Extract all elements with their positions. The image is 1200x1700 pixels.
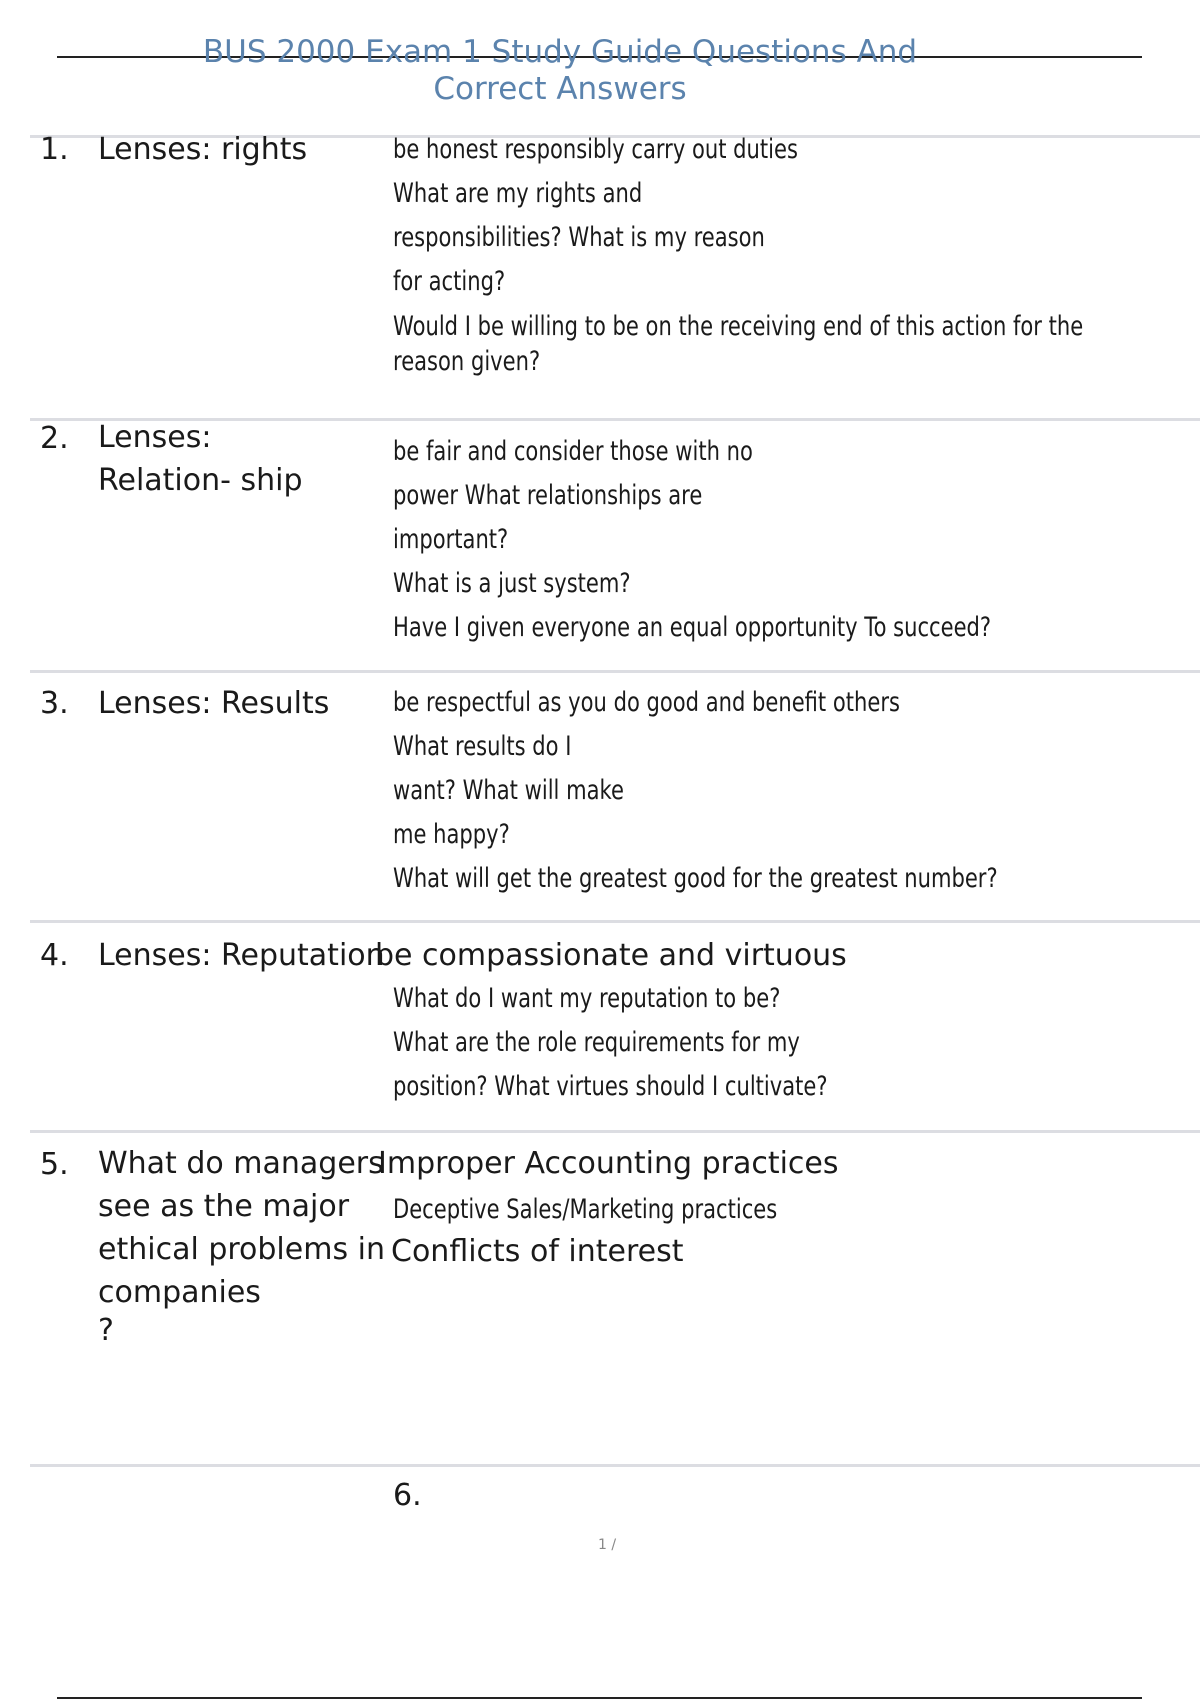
answer-line: be honest responsibly carry out duties bbox=[393, 134, 798, 165]
answer-line: position? What virtues should I cultivate? bbox=[393, 1071, 828, 1102]
row-number: 6. bbox=[393, 1478, 422, 1513]
row-term-line: companies bbox=[98, 1275, 261, 1310]
answer-line: important? bbox=[393, 524, 509, 555]
row-term-line: Lenses: bbox=[98, 420, 212, 455]
answer-line: What are my rights and bbox=[393, 178, 643, 209]
row-term-line: Relation- ship bbox=[98, 463, 303, 498]
row-number: 1. bbox=[40, 132, 69, 167]
answer-line: What is a just system? bbox=[393, 568, 631, 599]
row-answer-block bbox=[393, 435, 991, 655]
row-number: 2. bbox=[40, 421, 69, 456]
row-term bbox=[98, 1142, 385, 1348]
row-term bbox=[98, 416, 303, 502]
answer-line: power What relationships are bbox=[393, 480, 703, 511]
answer-line: responsibilities? What is my reason bbox=[393, 222, 765, 253]
row-term-line: ethical problems in bbox=[98, 1232, 385, 1267]
title-line-1: BUS 2000 Exam 1 Study Guide Questions And bbox=[202, 34, 918, 70]
row-term: Lenses: Results bbox=[98, 686, 330, 721]
row-divider bbox=[30, 1464, 1200, 1467]
row-answer-block bbox=[393, 982, 828, 1114]
row-divider bbox=[30, 670, 1200, 673]
answer-line: What will get the greatest good for the greatest number? bbox=[393, 863, 998, 894]
bottom-rule bbox=[57, 1697, 1142, 1699]
answer-line: be respectful as you do good and benefit others bbox=[393, 687, 900, 718]
row-divider bbox=[30, 920, 1200, 923]
page-number: 1 / bbox=[598, 1537, 617, 1553]
answer-line: Have I given everyone an equal opportunity To succeed? bbox=[393, 612, 992, 643]
answer-line: want? What will make bbox=[393, 775, 624, 806]
row-number: 5. bbox=[40, 1147, 69, 1182]
row-number: 4. bbox=[40, 938, 69, 973]
row-term: Lenses: rights bbox=[98, 132, 308, 167]
answer-line: What results do I bbox=[393, 731, 572, 762]
answer-line: for acting? bbox=[393, 266, 506, 297]
title-line-2: Correct Answers bbox=[433, 71, 687, 107]
answer-line: me happy? bbox=[393, 819, 510, 850]
row-answer-main: Improper Accounting practices bbox=[378, 1146, 839, 1181]
answer-line: What are the role requirements for my bbox=[393, 1027, 800, 1058]
row-answer-small: Deceptive Sales/Marketing practices bbox=[393, 1194, 778, 1225]
row-divider bbox=[30, 1130, 1200, 1133]
document-title bbox=[150, 34, 970, 108]
row-answer-main: Conflicts of interest bbox=[391, 1234, 684, 1269]
row-answer-block bbox=[393, 133, 1095, 379]
row-answer-block bbox=[393, 686, 998, 906]
row-term: Lenses: Reputation bbox=[98, 938, 385, 973]
row-answer-main: be compassionate and virtuous bbox=[375, 938, 847, 973]
row-term-line: What do managers bbox=[98, 1146, 384, 1181]
row-term-line: see as the major bbox=[98, 1189, 350, 1224]
row-number: 3. bbox=[40, 686, 69, 721]
answer-line: Would I be willing to be on the receiving end of this action for the reason given? bbox=[393, 311, 1084, 377]
answer-line: What do I want my reputation to be? bbox=[393, 983, 781, 1014]
row-term-line: ? bbox=[98, 1313, 114, 1348]
answer-line: be fair and consider those with no bbox=[393, 436, 753, 467]
